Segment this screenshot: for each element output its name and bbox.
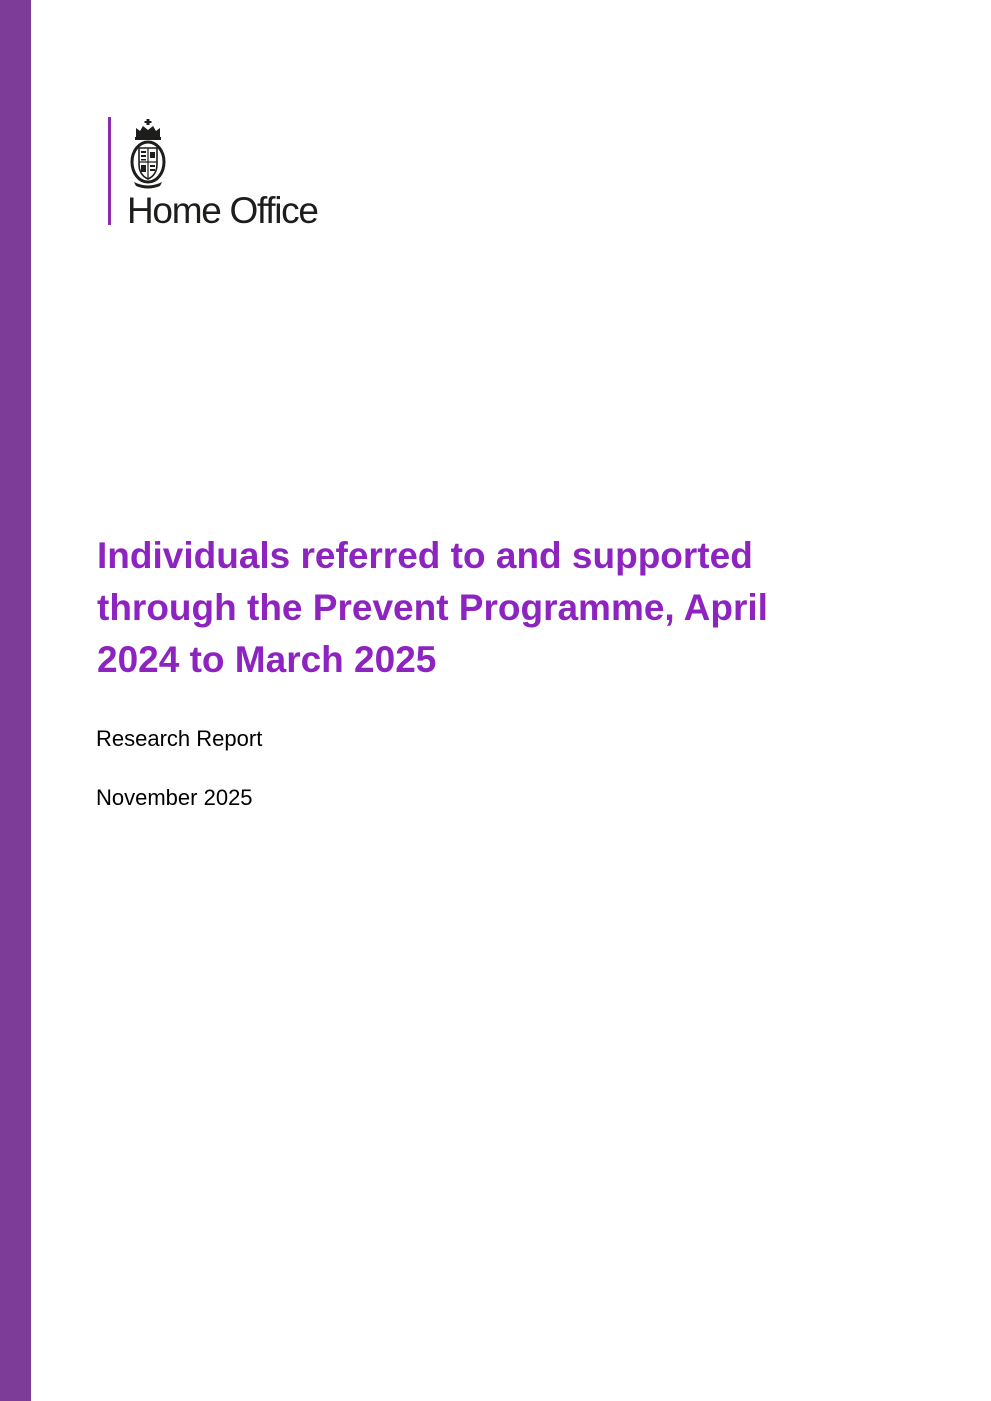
publication-date: November 2025 (96, 785, 253, 810)
report-type: Research Report (96, 726, 263, 751)
title-line: 2024 to March 2025 (97, 639, 437, 680)
side-band (0, 0, 31, 1401)
title-line: Individuals referred to and supported (97, 535, 753, 576)
logo-rule (108, 117, 111, 225)
logo-text: Home Office (127, 190, 318, 231)
home-office-logo (108, 117, 378, 231)
royal-coat-of-arms-icon (126, 119, 170, 189)
report-title (97, 530, 917, 686)
title-line: through the Prevent Programme, April (97, 587, 768, 628)
